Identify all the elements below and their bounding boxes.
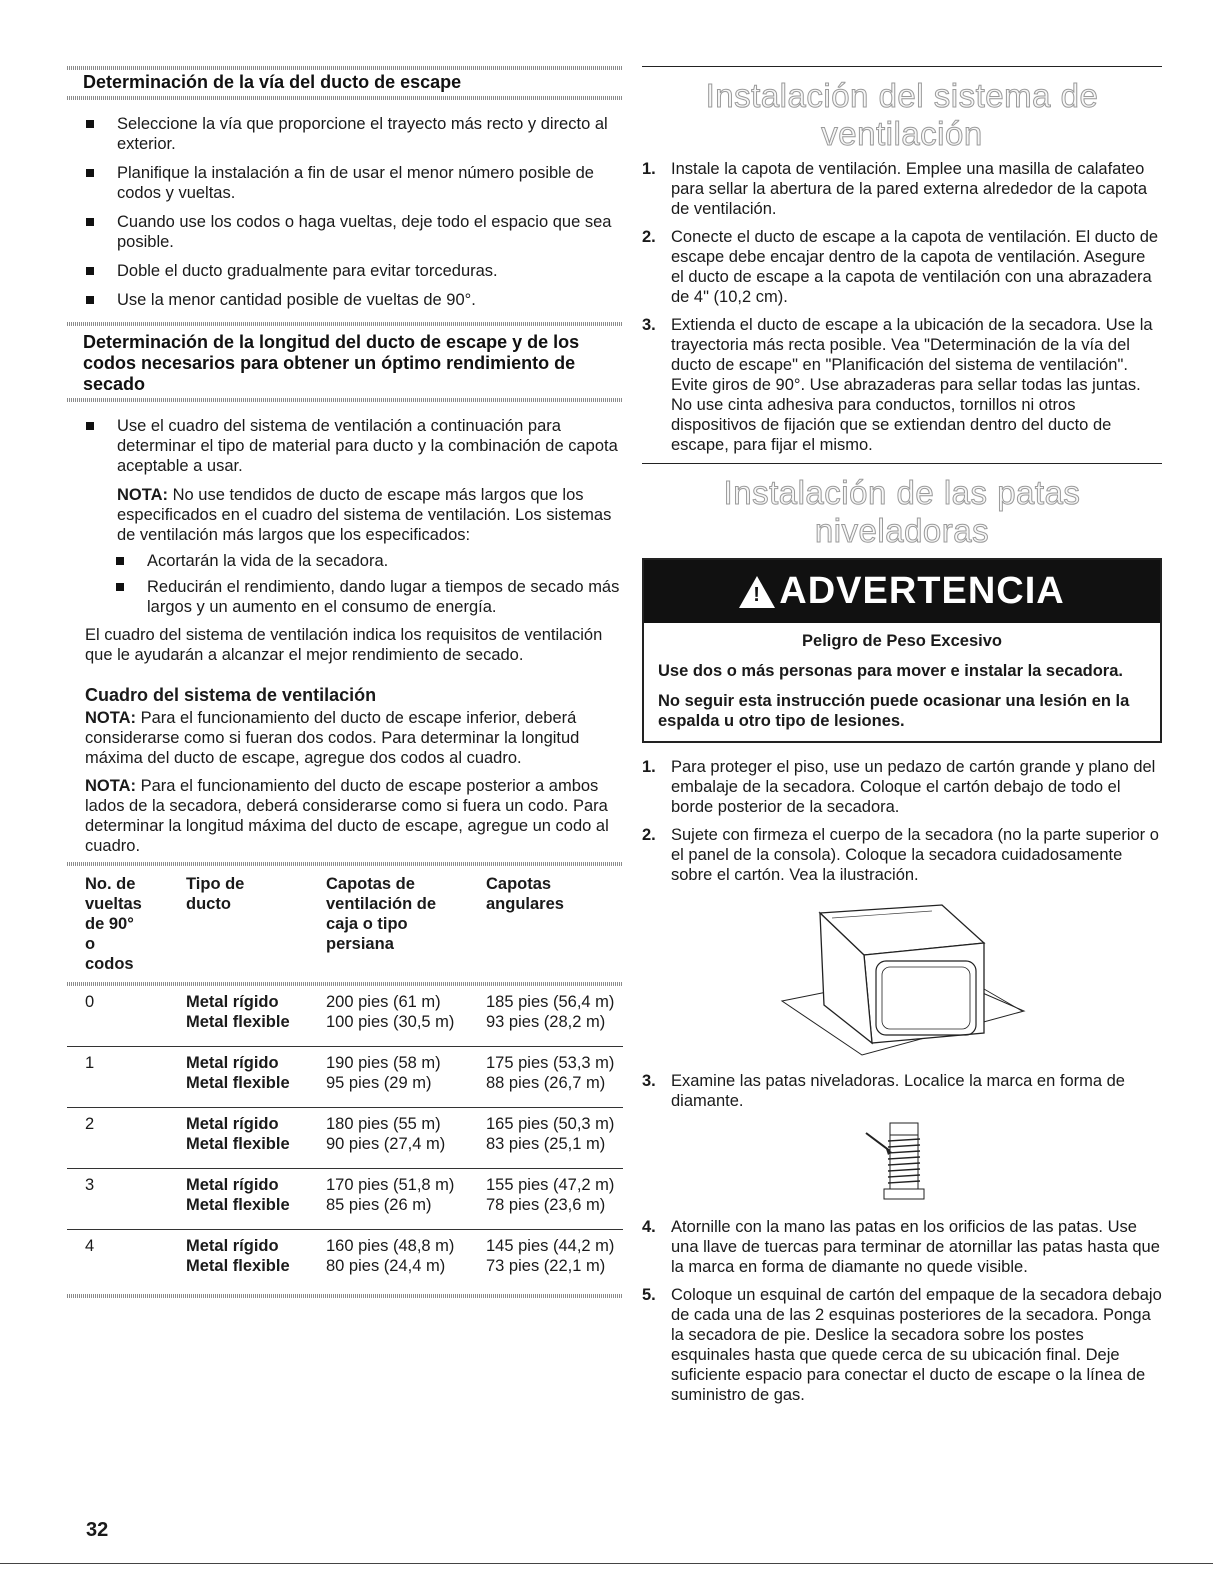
note-paragraph bbox=[85, 776, 623, 856]
duct-length-bullets bbox=[67, 416, 623, 476]
note-paragraph bbox=[85, 708, 623, 768]
header-line: ventilación de bbox=[326, 895, 437, 913]
table-cell bbox=[486, 1047, 623, 1108]
header-line: No. de bbox=[85, 875, 136, 893]
note-paragraph bbox=[117, 485, 623, 545]
header-line: angulares bbox=[486, 895, 564, 913]
table-row bbox=[67, 1169, 623, 1230]
cell-value: 165 pies (50,3 m) bbox=[486, 1115, 615, 1133]
dryer-on-cardboard-illustration bbox=[772, 893, 1032, 1063]
warning-box bbox=[642, 558, 1162, 743]
list-item: Reducirán el rendimiento, dando lugar a tiempos de secado más largos y un aumento en el consumo de energía. bbox=[67, 577, 623, 617]
header-duct-type bbox=[186, 870, 326, 982]
section-title-duct-path: Determinación de la vía del ducto de escape bbox=[83, 72, 462, 92]
cell-value: 180 pies (55 m) bbox=[326, 1115, 441, 1133]
warning-title: ADVERTENCIA bbox=[779, 570, 1065, 612]
list-item bbox=[642, 159, 1162, 219]
cell-value: 4 bbox=[85, 1237, 95, 1255]
warning-line: No seguir esta instrucción puede ocasionar una lesión en la espalda u otro tipo de lesiones. bbox=[658, 692, 1130, 730]
cell-value: Metal flexible bbox=[186, 1135, 290, 1153]
cell-value: 78 pies (23,6 m) bbox=[486, 1196, 606, 1214]
table-cell bbox=[186, 1169, 326, 1230]
hatch-rule bbox=[67, 862, 623, 866]
step-number: 5. bbox=[642, 1286, 656, 1304]
note-text: No use tendidos de ducto de escape más largos que los especificados en el cuadro del sistema de ventilación. Los sistemas de ventilación más largos que los especificados: bbox=[117, 486, 612, 544]
header-line: Tipo de bbox=[186, 875, 245, 893]
duct-path-bullets bbox=[67, 114, 623, 310]
table-cell bbox=[186, 1047, 326, 1108]
cell-value: Metal rígido bbox=[186, 1176, 279, 1194]
header-line: Capotas de bbox=[326, 875, 415, 893]
section-title-duct-length: Determinación de la longitud del ducto de escape y de los codos necesarios para obtener un óptimo rendimiento de secado bbox=[83, 332, 580, 394]
cell-value: 1 bbox=[85, 1054, 95, 1072]
section-title-leveling-legs: Instalación de las patas niveladoras bbox=[723, 474, 1081, 549]
table-cell bbox=[486, 1108, 623, 1169]
step-text: Conecte el ducto de escape a la capota de ventilación. El ducto de escape debe encajar dentro de la capota de ventilación. Asegure el ducto de escape a la capota de ventilación con una abrazadera de 4" (10,2 cm). bbox=[671, 228, 1159, 306]
header-line: de 90° bbox=[85, 915, 134, 933]
list-item: Seleccione la vía que proporcione el trayecto más recto y directo al exterior. bbox=[67, 114, 623, 154]
step-number: 2. bbox=[642, 826, 656, 844]
header-line: codos bbox=[85, 955, 134, 973]
section-rule bbox=[642, 463, 1162, 464]
cell-value: 90 pies (27,4 m) bbox=[326, 1135, 446, 1153]
vent-install-steps bbox=[642, 159, 1162, 455]
warning-body bbox=[644, 623, 1160, 741]
warning-header bbox=[644, 560, 1160, 623]
cell-value: Metal rígido bbox=[186, 1054, 279, 1072]
table-cell bbox=[67, 1230, 186, 1291]
table-cell bbox=[486, 1230, 623, 1291]
note-sub-bullets bbox=[67, 551, 623, 617]
list-item: Planifique la instalación a fin de usar el menor número posible de codos y vueltas. bbox=[67, 163, 623, 203]
cell-value: 2 bbox=[85, 1115, 95, 1133]
cell-value: 80 pies (24,4 m) bbox=[326, 1257, 446, 1275]
cell-value: 170 pies (51,8 m) bbox=[326, 1176, 455, 1194]
list-item bbox=[642, 227, 1162, 307]
cell-value: 200 pies (61 m) bbox=[326, 993, 441, 1011]
section-rule bbox=[642, 66, 1162, 67]
cell-value: 83 pies (25,1 m) bbox=[486, 1135, 606, 1153]
cell-value: 190 pies (58 m) bbox=[326, 1054, 441, 1072]
list-item bbox=[642, 825, 1162, 885]
cell-value: Metal flexible bbox=[186, 1196, 290, 1214]
cell-value: 88 pies (26,7 m) bbox=[486, 1074, 606, 1092]
list-item bbox=[642, 757, 1162, 817]
cell-value: 3 bbox=[85, 1176, 95, 1194]
table-cell bbox=[326, 1169, 486, 1230]
step-number: 3. bbox=[642, 1072, 656, 1090]
header-box-hoods bbox=[326, 870, 486, 982]
hatch-rule bbox=[67, 1294, 623, 1298]
vent-table-body bbox=[67, 986, 623, 1290]
header-line: vueltas bbox=[85, 895, 142, 913]
header-line: ducto bbox=[186, 895, 231, 913]
step-text: Examine las patas niveladoras. Localice la marca en forma de diamante. bbox=[671, 1072, 1125, 1110]
table-cell bbox=[326, 1047, 486, 1108]
table-cell bbox=[486, 1169, 623, 1230]
cell-value: Metal flexible bbox=[186, 1013, 290, 1031]
table-cell bbox=[326, 1230, 486, 1291]
step-number: 1. bbox=[642, 758, 656, 776]
step-text: Instale la capota de ventilación. Emplee una masilla de calafateo para sellar la abertura de la pared externa alrededor de la capota de ventilación. bbox=[671, 160, 1148, 218]
table-cell bbox=[186, 986, 326, 1047]
step-text: Para proteger el piso, use un pedazo de cartón grande y plano del embalaje de la secadora. Coloque el cartón debajo de todo el borde posterior de la secadora. bbox=[671, 758, 1156, 816]
right-column bbox=[642, 66, 1162, 1413]
table-cell bbox=[67, 1108, 186, 1169]
hatch-rule bbox=[67, 398, 623, 402]
warning-subtitle: Peligro de Peso Excesivo bbox=[802, 632, 1002, 650]
table-cell bbox=[486, 986, 623, 1047]
cell-value: Metal rígido bbox=[186, 1237, 279, 1255]
list-item bbox=[642, 315, 1162, 455]
footer-rule bbox=[0, 1563, 1213, 1564]
section-title-vent-install: Instalación del sistema de ventilación bbox=[705, 77, 1099, 152]
cell-value: 160 pies (48,8 m) bbox=[326, 1237, 455, 1255]
cell-value: 185 pies (56,4 m) bbox=[486, 993, 615, 1011]
table-cell bbox=[186, 1230, 326, 1291]
note-label: NOTA: bbox=[117, 486, 169, 504]
note-text: Para el funcionamiento del ducto de escape inferior, deberá considerarse como si fueran dos codos. Para determinar la longitud máxima del ducto de escape, agregue dos codos al cuadro. bbox=[85, 709, 580, 767]
step-text: Extienda el ducto de escape a la ubicación de la secadora. Use la trayectoria más recta posible. Vea "Determinación de la vía del ducto de escape" en "Planificación del sistema de ventilación". Evite giros de 90°. Use abrazaderas para sellar todas las juntas. No use cinta adhesiva para conductos, tornillos ni otros dispositivos de fijación que se extiendan dentro del ducto de escape, para fijar el mismo. bbox=[671, 316, 1153, 454]
hatch-rule bbox=[67, 96, 623, 100]
table-row bbox=[67, 986, 623, 1047]
step-number: 4. bbox=[642, 1218, 656, 1236]
cell-value: 0 bbox=[85, 993, 95, 1011]
page-number: 32 bbox=[86, 1519, 109, 1541]
table-row bbox=[67, 1047, 623, 1108]
step-text: Atornille con la mano las patas en los orificios de las patas. Use una llave de tuercas para terminar de atornillar las patas hasta que la marca en forma de diamante no quede visible. bbox=[671, 1218, 1160, 1276]
leveling-steps-b bbox=[642, 1217, 1162, 1405]
note-label: NOTA: bbox=[85, 709, 137, 727]
chart-title: Cuadro del sistema de ventilación bbox=[85, 685, 377, 705]
list-item: Acortarán la vida de la secadora. bbox=[67, 551, 623, 571]
step-text: Coloque un esquinal de cartón del empaque de la secadora debajo de cada una de las 2 esquinas posteriores de la secadora. Ponga la secadora de pie. Deslice la secadora sobre los postes esquinales hasta que quede cerca de su ubicación final. Deje suficiente espacio para conectar el ducto de escape o la línea de suministro de gas. bbox=[671, 1286, 1162, 1404]
step-number: 2. bbox=[642, 228, 656, 246]
hatch-rule bbox=[67, 322, 623, 326]
table-cell bbox=[326, 986, 486, 1047]
header-line: o bbox=[85, 935, 96, 953]
cell-value: Metal rígido bbox=[186, 993, 279, 1011]
cell-value: 93 pies (28,2 m) bbox=[486, 1013, 606, 1031]
warning-line: Use dos o más personas para mover e instalar la secadora. bbox=[658, 662, 1123, 680]
list-item: Cuando use los codos o haga vueltas, deje todo el espacio que sea posible. bbox=[67, 212, 623, 252]
header-turns bbox=[67, 870, 186, 982]
body-paragraph: El cuadro del sistema de ventilación indica los requisitos de ventilación que le ayudarán a alcanzar el mejor rendimiento de secado. bbox=[85, 626, 603, 664]
list-item bbox=[642, 1285, 1162, 1405]
step-number: 1. bbox=[642, 160, 656, 178]
table-row bbox=[67, 1230, 623, 1291]
step-text: Sujete con firmeza el cuerpo de la secadora (no la parte superior o el panel de la consola). Coloque la secadora cuidadosamente sobre el cartón. Vea la ilustración. bbox=[671, 826, 1159, 884]
table-header-row bbox=[67, 870, 623, 982]
leveling-steps-a bbox=[642, 757, 1162, 885]
header-line: persiana bbox=[326, 935, 394, 953]
warning-triangle-icon: ! bbox=[739, 576, 775, 608]
step-number: 3. bbox=[642, 316, 656, 334]
left-column bbox=[67, 66, 623, 1298]
cell-value: Metal rígido bbox=[186, 1115, 279, 1133]
list-item: Use el cuadro del sistema de ventilación a continuación para determinar el tipo de material para ducto y la combinación de capota aceptable a usar. bbox=[67, 416, 623, 476]
header-line: Capotas bbox=[486, 875, 552, 893]
vent-system-table bbox=[67, 870, 623, 1290]
cell-value: 155 pies (47,2 m) bbox=[486, 1176, 615, 1194]
note-text: Para el funcionamiento del ducto de escape posterior a ambos lados de la secadora, deberá considerarse como si fuera un codo. Para determinar la longitud máxima del ducto de escape, agregue un codo al cuadro. bbox=[85, 777, 609, 855]
table-cell bbox=[186, 1108, 326, 1169]
cell-value: 145 pies (44,2 m) bbox=[486, 1237, 615, 1255]
table-cell bbox=[326, 1108, 486, 1169]
list-item bbox=[642, 1217, 1162, 1277]
cell-value: Metal flexible bbox=[186, 1074, 290, 1092]
cell-value: Metal flexible bbox=[186, 1257, 290, 1275]
list-item: Doble el ducto gradualmente para evitar torceduras. bbox=[67, 261, 623, 281]
table-cell bbox=[67, 986, 186, 1047]
table-cell bbox=[67, 1169, 186, 1230]
table-cell bbox=[67, 1047, 186, 1108]
hatch-rule bbox=[67, 66, 623, 70]
leveling-leg-icon bbox=[862, 1119, 942, 1209]
note-label: NOTA: bbox=[85, 777, 137, 795]
table-row bbox=[67, 1108, 623, 1169]
leveling-step-3 bbox=[642, 1071, 1162, 1111]
header-angled-hoods bbox=[486, 870, 623, 982]
cell-value: 175 pies (53,3 m) bbox=[486, 1054, 615, 1072]
cell-value: 85 pies (26 m) bbox=[326, 1196, 432, 1214]
cell-value: 95 pies (29 m) bbox=[326, 1074, 432, 1092]
list-item bbox=[642, 1071, 1162, 1111]
cell-value: 100 pies (30,5 m) bbox=[326, 1013, 455, 1031]
list-item: Use la menor cantidad posible de vueltas de 90°. bbox=[67, 290, 623, 310]
header-line: caja o tipo bbox=[326, 915, 408, 933]
cell-value: 73 pies (22,1 m) bbox=[486, 1257, 606, 1275]
